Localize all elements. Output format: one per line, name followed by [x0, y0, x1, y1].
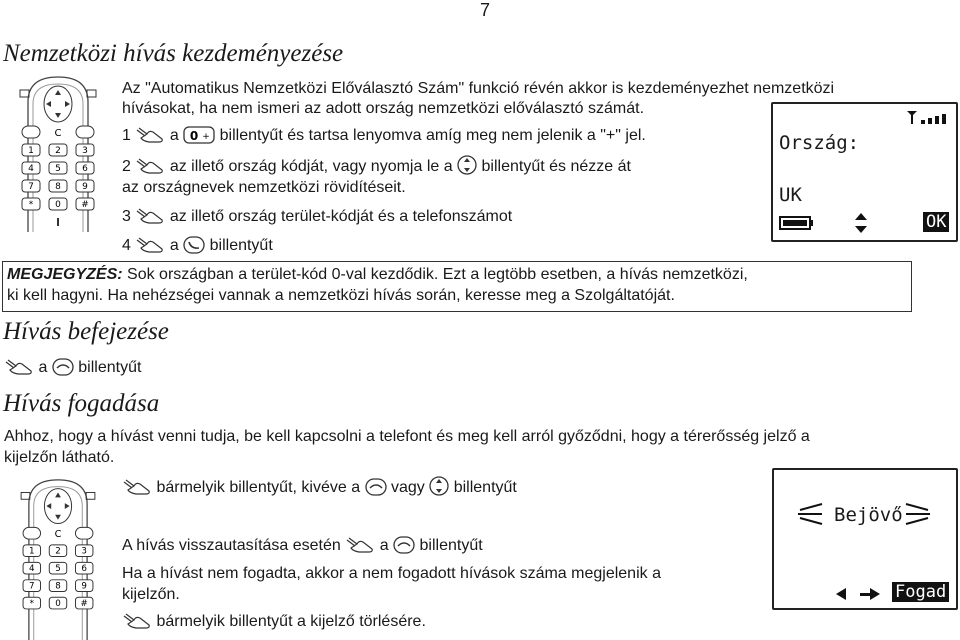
step-text: az illető ország terület-kódját és a telefonszámot	[169, 208, 513, 225]
svg-text:C: C	[54, 128, 62, 139]
svg-text:9: 9	[82, 182, 88, 192]
svg-text:8: 8	[55, 581, 61, 592]
hand-press-icon	[135, 236, 165, 254]
instruction-text: vagy	[391, 479, 425, 496]
ok-softkey[interactable]: OK	[923, 212, 949, 232]
step-number: 2	[122, 158, 131, 175]
ringing-right-icon	[904, 502, 934, 526]
hand-press-icon	[122, 612, 152, 630]
svg-text:7: 7	[28, 182, 34, 192]
svg-text:+: +	[202, 132, 210, 142]
up-down-arrow-icon	[853, 212, 869, 234]
svg-text:0: 0	[189, 129, 199, 143]
svg-text:5: 5	[55, 564, 61, 575]
note-label: MEGJEGYZÉS:	[7, 266, 123, 283]
hand-press-icon	[122, 478, 152, 496]
svg-text:9: 9	[81, 581, 87, 592]
hangup-key-icon	[365, 478, 387, 496]
incoming-label: Bejövő	[834, 504, 903, 526]
intro-line-1: Az "Automatikus Nemzetközi Előválasztó Szám" funkció révén akkor is kezdeményezhet nemzetközi	[122, 80, 835, 97]
receive-para-line-1: Ahhoz, hogy a hívást venni tudja, be kell kapcsolni a telefont és meg kell arról győződni, hogy a térerősség jelző a	[4, 428, 810, 445]
svg-text:#: #	[81, 200, 89, 210]
phone-screen-country	[771, 102, 958, 242]
svg-text:#: #	[80, 599, 88, 610]
hand-press-icon	[135, 207, 165, 225]
phone-illustration	[8, 72, 108, 242]
screen-value: UK	[779, 184, 802, 206]
clear-instruction	[122, 611, 426, 632]
svg-text:3: 3	[81, 546, 87, 557]
step-2-continuation: az országnevek nemzetközi rövidítéseit.	[122, 179, 406, 196]
note-text: Sok országban a terület-kód 0-val kezdődik. Ezt a legtöbb esetben, a hívás nemzetközi,	[127, 266, 748, 283]
section-title-receive-call: Hívás fogadása	[3, 390, 160, 417]
step-text: a	[169, 237, 179, 254]
hangup-key-icon	[393, 536, 415, 554]
svg-text:1: 1	[29, 546, 35, 557]
instruction-text: A hívás visszautasítása esetén	[122, 537, 341, 554]
end-call-instruction	[4, 357, 141, 378]
step-4	[122, 235, 273, 256]
instruction-text: billentyűt	[453, 479, 517, 496]
phone-screen-incoming	[772, 468, 958, 610]
svg-text:3: 3	[82, 146, 88, 156]
instruction-text: a	[379, 537, 389, 554]
svg-text:6: 6	[82, 164, 88, 174]
svg-text:4: 4	[28, 164, 34, 174]
hangup-key-icon	[52, 358, 74, 376]
step-number: 3	[122, 208, 131, 225]
answer-softkey[interactable]: Fogad	[892, 582, 949, 602]
step-text: az illető ország kódját, vagy nyomja le a	[169, 158, 453, 175]
section-title-end-call: Hívás befejezése	[3, 318, 169, 345]
intro-line-2: hívásokat, ha nem ismeri az adott ország nemzetközi előválasztó számát.	[122, 100, 645, 117]
note-line-1	[7, 264, 907, 285]
page-number: 7	[479, 0, 490, 20]
svg-text:*: *	[28, 200, 34, 210]
step-text: billentyűt és nézze át	[481, 158, 631, 175]
reject-instruction	[122, 535, 483, 556]
step-number: 4	[122, 237, 131, 254]
left-right-arrow-icon	[834, 586, 882, 602]
instruction-text: bármelyik billentyűt a kijelző törlésére.	[156, 613, 426, 630]
step-1	[122, 125, 646, 146]
signal-strength-icon	[905, 108, 951, 126]
phone-illustration	[8, 475, 108, 640]
instruction-text: billentyűt	[78, 359, 142, 376]
missed-calls-line-2: kijelzőn.	[122, 586, 180, 603]
svg-text:*: *	[29, 599, 34, 610]
ringing-left-icon	[794, 502, 824, 526]
step-2	[122, 155, 631, 177]
hand-press-icon	[135, 126, 165, 144]
step-text: a	[169, 127, 179, 144]
missed-calls-line-1: Ha a hívást nem fogadta, akkor a nem fogadott hívások száma megjelenik a	[122, 565, 661, 582]
step-number: 1	[122, 127, 131, 144]
svg-text:5: 5	[55, 164, 61, 174]
svg-text:6: 6	[81, 564, 87, 575]
svg-text:4: 4	[29, 564, 35, 575]
hand-press-icon	[345, 536, 375, 554]
step-3	[122, 206, 512, 227]
svg-text:C: C	[54, 529, 62, 541]
svg-text:2: 2	[55, 146, 61, 156]
svg-text:2: 2	[55, 546, 61, 557]
step-text: billentyűt és tartsa lenyomva amíg meg nem jelenik a "+" jel.	[219, 127, 646, 144]
screen-label: Ország:	[779, 132, 860, 154]
step-text: billentyűt	[209, 237, 273, 254]
instruction-text: a	[38, 359, 48, 376]
svg-text:7: 7	[29, 581, 35, 592]
navigation-key-icon	[429, 476, 449, 496]
svg-text:8: 8	[55, 182, 61, 192]
note-box	[2, 261, 912, 312]
svg-text:0: 0	[55, 599, 61, 610]
zero-plus-key-icon	[183, 126, 215, 144]
hand-press-icon	[135, 157, 165, 175]
navigation-key-icon	[457, 155, 477, 175]
note-line-2: ki kell hagyni. Ha nehézségei vannak a nemzetközi hívás során, keresse meg a Szolgáltatóját.	[7, 287, 675, 304]
hand-press-icon	[4, 358, 34, 376]
call-key-icon	[183, 236, 205, 254]
receive-para-line-2: kijelzőn látható.	[4, 449, 115, 466]
instruction-text: billentyűt	[419, 537, 483, 554]
svg-text:1: 1	[28, 146, 34, 156]
instruction-text: bármelyik billentyűt, kivéve a	[156, 479, 361, 496]
svg-text:0: 0	[55, 200, 61, 210]
answer-instruction	[122, 476, 517, 498]
battery-icon	[779, 214, 815, 232]
section-title-international: Nemzetközi hívás kezdeményezése	[3, 40, 344, 67]
